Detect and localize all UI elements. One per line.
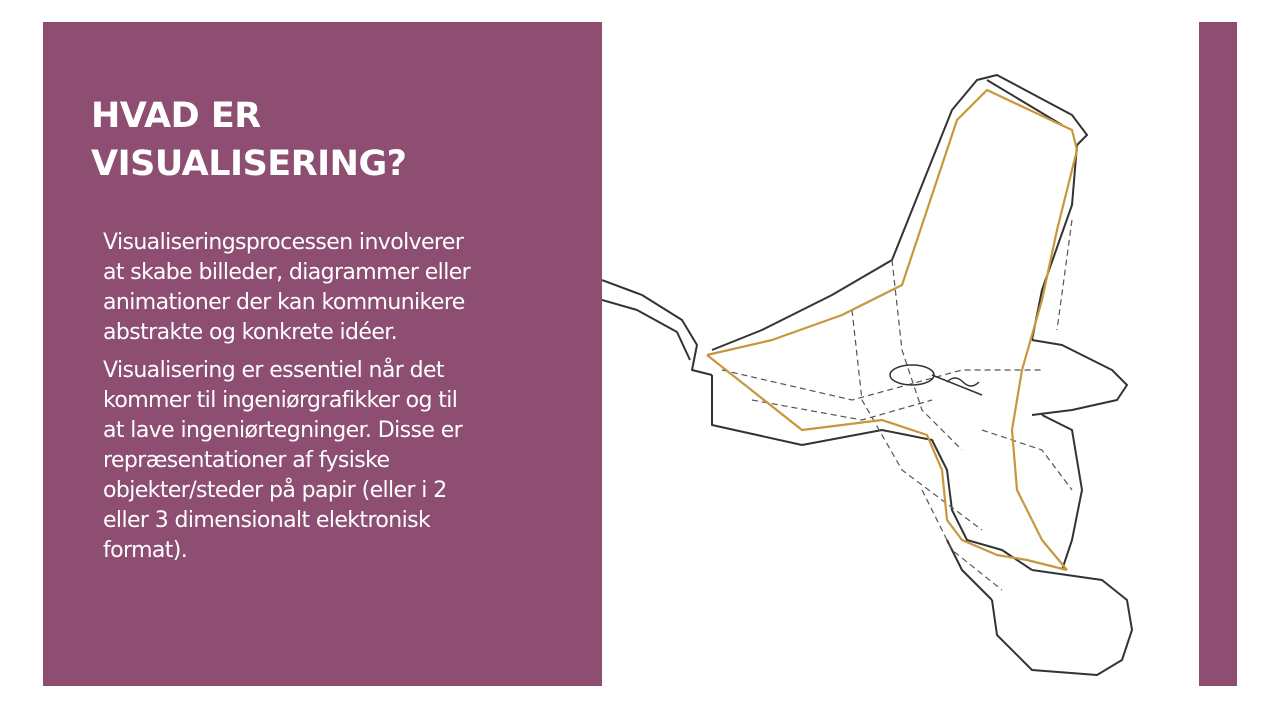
slide-title: HVAD ER VISUALISERING?: [91, 96, 407, 184]
slide-body: [103, 228, 583, 574]
accent-bar: [1199, 22, 1237, 686]
paragraph-2: Visualisering er essentiel når det kommer til ingeniørgrafikker og til at lave ingeniørtegninger. Disse er repræsentationer af fysiske objekter/steder på papir (eller i 2 eller 3 dimensionalt elektronisk format).: [103, 358, 463, 563]
paragraph-1: Visualiseringsprocessen involverer at skabe billeder, diagrammer eller animationer der kan kommunikere abstrakte og konkrete idéer.: [103, 230, 471, 345]
text-panel: [43, 22, 602, 686]
technical-drawing-icon: [602, 70, 1142, 690]
